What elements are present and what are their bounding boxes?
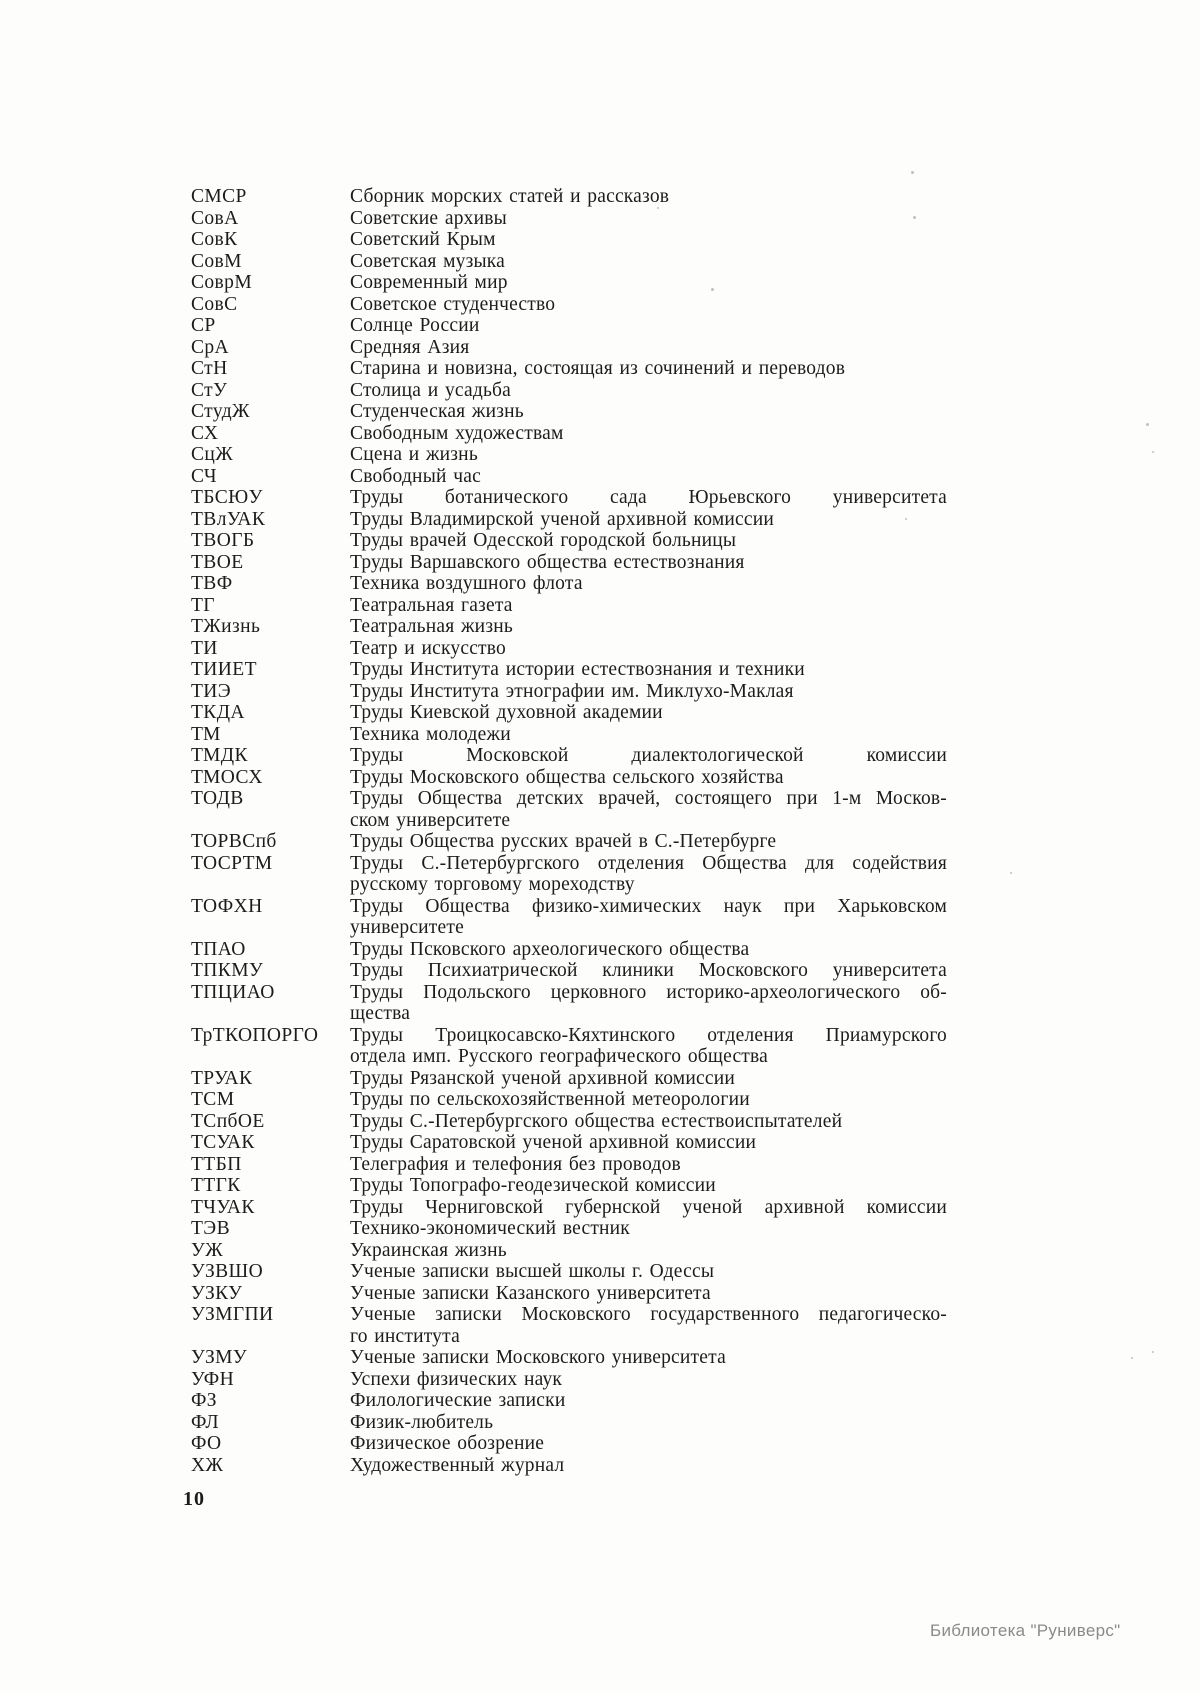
description bbox=[350, 1369, 947, 1391]
list-item bbox=[191, 702, 961, 724]
description bbox=[350, 358, 947, 380]
description-line: Физик-любитель bbox=[350, 1411, 494, 1433]
abbreviation: ТИИЕТ bbox=[191, 659, 257, 680]
abbreviation: ТВлУАК bbox=[191, 508, 266, 530]
description bbox=[350, 573, 947, 595]
list-item bbox=[191, 552, 961, 574]
list-item bbox=[191, 659, 961, 681]
description bbox=[350, 1304, 947, 1347]
list-item bbox=[191, 294, 961, 316]
abbreviation: ТПАО bbox=[191, 938, 246, 960]
list-item bbox=[191, 1132, 961, 1154]
list-item bbox=[191, 831, 961, 853]
abbreviation: ТЭВ bbox=[191, 1218, 230, 1239]
abbreviation: ТРУАК bbox=[191, 1067, 253, 1089]
list-item bbox=[191, 530, 961, 552]
description-line: Театр и искусство bbox=[350, 637, 507, 659]
abbreviation: ТСМ bbox=[191, 1089, 235, 1110]
description bbox=[350, 1390, 947, 1412]
abbreviation: ТМ bbox=[191, 723, 221, 745]
description bbox=[350, 380, 947, 402]
description-line: Труды Института этнографии им. Миклухо-Маклая bbox=[350, 680, 794, 702]
abbreviation: ТМОСХ bbox=[191, 766, 263, 788]
description-line: Ученые записки Московского государственного педагогическо- bbox=[350, 1304, 947, 1325]
description bbox=[350, 315, 947, 337]
scan-speck bbox=[1010, 872, 1012, 874]
scan-speck bbox=[657, 207, 659, 209]
description-line: Труды врачей Одесской городской больницы bbox=[350, 530, 737, 551]
list-item bbox=[191, 251, 961, 273]
description-line: Труды Института истории естествознания и техники bbox=[350, 659, 805, 680]
list-item bbox=[191, 1369, 961, 1391]
scan-speck bbox=[905, 518, 907, 520]
description bbox=[350, 595, 947, 617]
list-item bbox=[191, 1111, 961, 1133]
description-line: Современный мир bbox=[350, 272, 508, 293]
description-line: отдела имп. Русского географического общества bbox=[350, 1046, 769, 1067]
scan-speck bbox=[711, 288, 714, 291]
list-item bbox=[191, 337, 961, 359]
description-line: Украинская жизнь bbox=[350, 1239, 507, 1261]
list-item bbox=[191, 1068, 961, 1090]
list-item bbox=[191, 1433, 961, 1455]
list-item bbox=[191, 681, 961, 703]
abbreviation: СоврМ bbox=[191, 272, 253, 293]
description-line: Художественный журнал bbox=[350, 1454, 565, 1476]
scan-speck bbox=[913, 216, 916, 219]
abbreviation: ТГ bbox=[191, 594, 215, 616]
list-item bbox=[191, 595, 961, 617]
description bbox=[350, 444, 947, 466]
list-item bbox=[191, 616, 961, 638]
abbreviation: СтН bbox=[191, 358, 228, 379]
description bbox=[350, 831, 947, 853]
abbreviation: ФО bbox=[191, 1433, 222, 1454]
description bbox=[350, 1111, 947, 1133]
description bbox=[350, 1132, 947, 1154]
list-item bbox=[191, 1154, 961, 1176]
description-line: Труды Общества физико-химических наук при Харьковском bbox=[350, 895, 947, 917]
description-line: Технико-экономический вестник bbox=[350, 1218, 630, 1239]
abbreviation: ТПЦИАО bbox=[191, 981, 275, 1003]
description bbox=[350, 745, 947, 767]
description-line: Труды Топографо-геодезической комиссии bbox=[350, 1175, 716, 1196]
list-item bbox=[191, 1283, 961, 1305]
description-line: Телеграфия и телефония без проводов bbox=[350, 1153, 681, 1175]
abbreviation: ХЖ bbox=[191, 1454, 224, 1476]
description bbox=[350, 724, 947, 746]
list-item bbox=[191, 1347, 961, 1369]
description bbox=[350, 767, 947, 789]
description-line: Труды по сельскохозяйственной метеорологии bbox=[350, 1089, 750, 1110]
scan-speck bbox=[1152, 451, 1154, 453]
scan-speck bbox=[1146, 423, 1149, 426]
abbreviation: СЧ bbox=[191, 465, 217, 487]
description bbox=[350, 509, 947, 531]
description bbox=[350, 1455, 947, 1477]
abbreviation: ТТГК bbox=[191, 1175, 241, 1196]
description-line: Студенческая жизнь bbox=[350, 401, 524, 422]
description-line: го института bbox=[350, 1325, 460, 1347]
abbreviation: СР bbox=[191, 315, 216, 336]
abbreviation: ТМДК bbox=[191, 745, 248, 766]
description bbox=[350, 638, 947, 660]
abbreviation: СовМ bbox=[191, 250, 242, 272]
description-line: Филологические записки bbox=[350, 1390, 566, 1411]
description bbox=[350, 251, 947, 273]
abbreviation: ТСУАК bbox=[191, 1132, 255, 1153]
list-item bbox=[191, 444, 961, 466]
list-item bbox=[191, 186, 961, 208]
abbreviation: УФН bbox=[191, 1368, 235, 1390]
abbreviation: ТВОГБ bbox=[191, 530, 255, 551]
description-line: Ученые записки Казанского университета bbox=[350, 1282, 711, 1304]
description-line: Труды Троицкосавско-Кяхтинского отделения Приамурского bbox=[350, 1024, 947, 1046]
abbreviation: СрА bbox=[191, 336, 230, 358]
abbreviation: ТОДВ bbox=[191, 788, 244, 809]
description-line: Ученые записки высшей школы г. Одессы bbox=[350, 1261, 715, 1282]
description-line: Столица и усадьба bbox=[350, 379, 512, 401]
list-item bbox=[191, 1175, 961, 1197]
description-line: Техника молодежи bbox=[350, 723, 511, 745]
description-line: Труды Черниговской губернской ученой архивной комиссии bbox=[350, 1196, 947, 1218]
abbreviation: ФЛ bbox=[191, 1411, 219, 1433]
list-item bbox=[191, 982, 961, 1025]
abbreviation: СовА bbox=[191, 207, 239, 229]
description bbox=[350, 530, 947, 552]
list-item bbox=[191, 1261, 961, 1283]
abbreviation: УЗКУ bbox=[191, 1282, 243, 1304]
description-line: Труды Московской диалектологической комиссии bbox=[350, 745, 947, 766]
abbreviation: ТВОЕ bbox=[191, 551, 244, 573]
abbreviation: СовК bbox=[191, 229, 238, 250]
description-line: Труды Киевской духовной академии bbox=[350, 702, 663, 723]
description-line: Труды С.-Петербургского отделения Общества для содействия bbox=[350, 852, 947, 874]
description bbox=[350, 982, 947, 1025]
abbreviation: ТВФ bbox=[191, 573, 233, 594]
abbreviation: ТИЭ bbox=[191, 680, 232, 702]
abbreviation: УЗМГПИ bbox=[191, 1304, 274, 1325]
abbreviation: ТЧУАК bbox=[191, 1196, 255, 1218]
abbreviation: ТОСРТМ bbox=[191, 852, 273, 874]
page-number: 10 bbox=[183, 1488, 205, 1510]
abbreviation: ТПКМУ bbox=[191, 960, 264, 981]
scan-speck bbox=[1152, 1351, 1154, 1353]
list-item bbox=[191, 1197, 961, 1219]
abbreviation: ТрТКОПОРГО bbox=[191, 1024, 319, 1046]
list-item bbox=[191, 1025, 961, 1068]
list-item bbox=[191, 1390, 961, 1412]
list-item bbox=[191, 380, 961, 402]
list-item bbox=[191, 724, 961, 746]
abbreviation: ФЗ bbox=[191, 1390, 217, 1411]
description-line: Труды Псковского археологического общества bbox=[350, 938, 750, 960]
list-item bbox=[191, 573, 961, 595]
description-line: Свободным художествам bbox=[350, 422, 564, 444]
description-line: Советская музыка bbox=[350, 250, 506, 272]
description bbox=[350, 1261, 947, 1283]
description bbox=[350, 466, 947, 488]
description-line: Труды Общества детских врачей, состоящего при 1-м Москов- bbox=[350, 788, 947, 809]
description bbox=[350, 853, 947, 896]
list-item bbox=[191, 509, 961, 531]
description-line: ском университете bbox=[350, 809, 511, 831]
description bbox=[350, 1025, 947, 1068]
description-line: Труды Московского общества сельского хозяйства bbox=[350, 766, 784, 788]
abbreviation: УЖ bbox=[191, 1239, 224, 1261]
list-item bbox=[191, 960, 961, 982]
description-line: Театральная газета bbox=[350, 594, 513, 616]
description-line: Труды Психиатрической клиники Московского университета bbox=[350, 960, 947, 981]
abbreviation: ТСпбОЕ bbox=[191, 1110, 265, 1132]
abbreviation-list bbox=[191, 186, 961, 1476]
abbreviation: ТОФХН bbox=[191, 895, 263, 917]
list-item bbox=[191, 1412, 961, 1434]
list-item bbox=[191, 272, 961, 294]
description-line: Свободный час bbox=[350, 465, 481, 487]
description bbox=[350, 1089, 947, 1111]
list-item bbox=[191, 896, 961, 939]
abbreviation: ТТБП bbox=[191, 1153, 242, 1175]
scan-speck bbox=[911, 171, 914, 174]
list-item bbox=[191, 1304, 961, 1347]
list-item bbox=[191, 788, 961, 831]
description-line: Техника воздушного флота bbox=[350, 573, 583, 594]
list-item bbox=[191, 939, 961, 961]
list-item bbox=[191, 853, 961, 896]
description bbox=[350, 1218, 947, 1240]
description-line: Ученые записки Московского университета bbox=[350, 1347, 726, 1368]
list-item bbox=[191, 208, 961, 230]
abbreviation: СовС bbox=[191, 293, 238, 315]
description-line: Труды Варшавского общества естествознания bbox=[350, 551, 745, 573]
description-line: русскому торговому мореходству bbox=[350, 874, 635, 895]
description bbox=[350, 960, 947, 982]
list-item bbox=[191, 767, 961, 789]
description-line: Средняя Азия bbox=[350, 336, 470, 358]
abbreviation: СтУ bbox=[191, 379, 228, 401]
abbreviation: СцЖ bbox=[191, 444, 234, 465]
abbreviation: ТБСЮУ bbox=[191, 487, 263, 508]
description bbox=[350, 788, 947, 831]
description bbox=[350, 1068, 947, 1090]
list-item bbox=[191, 487, 961, 509]
description bbox=[350, 272, 947, 294]
description bbox=[350, 702, 947, 724]
description bbox=[350, 487, 947, 509]
description-line: Советский Крым bbox=[350, 229, 496, 250]
description bbox=[350, 1347, 947, 1369]
list-item bbox=[191, 1089, 961, 1111]
description-line: Сборник морских статей и рассказов bbox=[350, 186, 670, 207]
description-line: Труды Рязанской ученой архивной комиссии bbox=[350, 1067, 735, 1089]
abbreviation: ТИ bbox=[191, 637, 218, 659]
abbreviation: СМСР bbox=[191, 186, 247, 207]
description bbox=[350, 1240, 947, 1262]
abbreviation: ТЖизнь bbox=[191, 616, 261, 637]
abbreviation: УЗВШО bbox=[191, 1261, 264, 1282]
description bbox=[350, 681, 947, 703]
list-item bbox=[191, 1240, 961, 1262]
list-item bbox=[191, 466, 961, 488]
description-line: Труды Общества русских врачей в С.-Петербурге bbox=[350, 831, 777, 852]
abbreviation: ТОРВСпб bbox=[191, 831, 277, 852]
description-line: Труды Саратовской ученой архивной комиссии bbox=[350, 1132, 757, 1153]
description bbox=[350, 1175, 947, 1197]
list-item bbox=[191, 229, 961, 251]
description bbox=[350, 1433, 947, 1455]
description-line: университете bbox=[350, 917, 464, 938]
list-item bbox=[191, 401, 961, 423]
description bbox=[350, 1154, 947, 1176]
description-line: Старина и новизна, состоящая из сочинений и переводов bbox=[350, 358, 846, 379]
list-item bbox=[191, 358, 961, 380]
description bbox=[350, 896, 947, 939]
description-line: Труды С.-Петербургского общества естествоиспытателей bbox=[350, 1110, 843, 1132]
list-item bbox=[191, 745, 961, 767]
list-item bbox=[191, 1218, 961, 1240]
abbreviation: ТКДА bbox=[191, 702, 245, 723]
description bbox=[350, 208, 947, 230]
description bbox=[350, 423, 947, 445]
abbreviation: СтудЖ bbox=[191, 401, 250, 422]
abbreviation: СХ bbox=[191, 422, 219, 444]
description-line: Труды Владимирской ученой архивной комиссии bbox=[350, 508, 774, 530]
description bbox=[350, 337, 947, 359]
description-line: Советское студенчество bbox=[350, 293, 556, 315]
library-watermark: Библиотека "Руниверс" bbox=[930, 1621, 1121, 1640]
description-line: Солнце России bbox=[350, 315, 480, 336]
description bbox=[350, 659, 947, 681]
scan-speck bbox=[1131, 1357, 1133, 1359]
description-line: Сцена и жизнь bbox=[350, 444, 478, 465]
description bbox=[350, 552, 947, 574]
description bbox=[350, 294, 947, 316]
description bbox=[350, 1283, 947, 1305]
description-line: Труды ботанического сада Юрьевского университета bbox=[350, 487, 947, 508]
description bbox=[350, 1197, 947, 1219]
description bbox=[350, 229, 947, 251]
description bbox=[350, 616, 947, 638]
description bbox=[350, 186, 947, 208]
description-line: щества bbox=[350, 1003, 411, 1024]
list-item bbox=[191, 1455, 961, 1477]
list-item bbox=[191, 423, 961, 445]
list-item bbox=[191, 315, 961, 337]
description-line: Успехи физических наук bbox=[350, 1368, 563, 1390]
description-line: Физическое обозрение bbox=[350, 1433, 545, 1454]
abbreviation: УЗМУ bbox=[191, 1347, 248, 1368]
description bbox=[350, 1412, 947, 1434]
description-line: Советские архивы bbox=[350, 207, 507, 229]
list-item bbox=[191, 638, 961, 660]
description-line: Труды Подольского церковного историко-археологического об- bbox=[350, 981, 947, 1003]
description bbox=[350, 939, 947, 961]
description-line: Театральная жизнь bbox=[350, 616, 513, 637]
description bbox=[350, 401, 947, 423]
